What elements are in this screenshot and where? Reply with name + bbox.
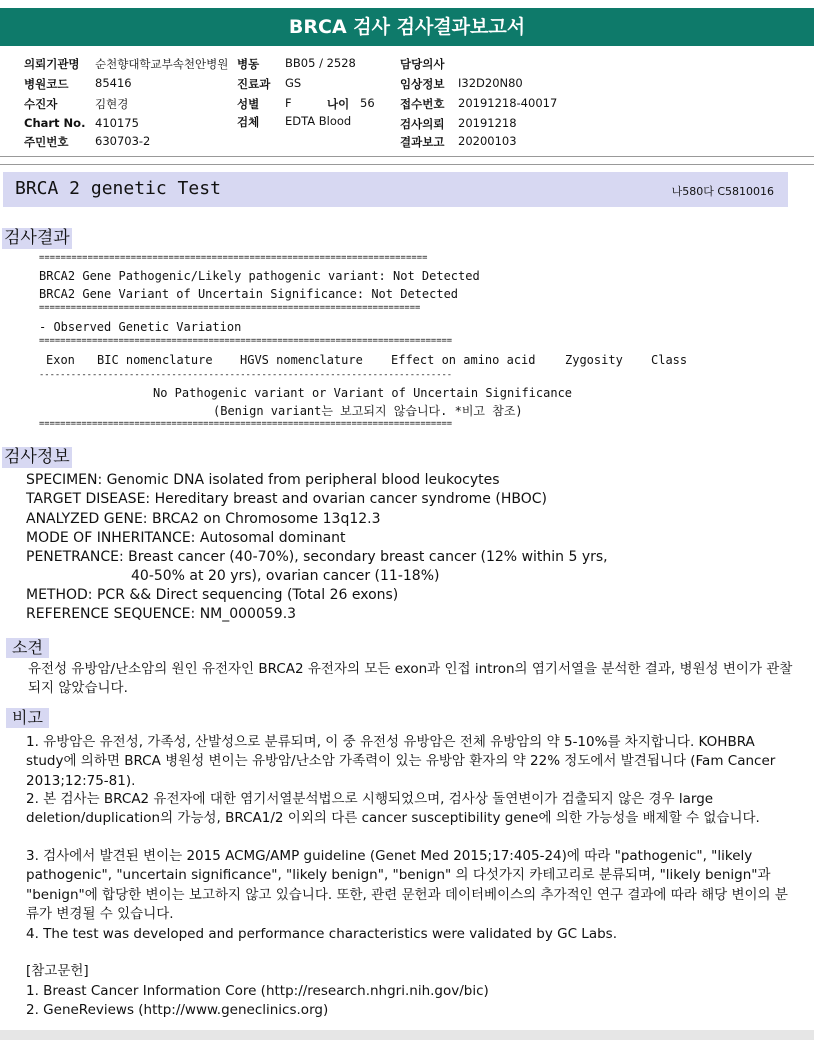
ward-label: 병동 xyxy=(237,57,260,71)
section-heading-info: 검사정보 xyxy=(4,447,70,467)
chart-value: 410175 xyxy=(95,116,139,130)
result-vus-line: BRCA2 Gene Variant of Uncertain Significance: Not Detected xyxy=(39,287,459,301)
age-label: 나이 xyxy=(327,97,350,111)
remark-1: 1. 유방암은 유전성, 가족성, 산발성으로 분류되며, 이 중 유전성 유방암은 전체 유방암의 약 5-10%를 차지합니다. KOHBRA study에 의하면 BRCA 병원성 변이는 유방암/난소암 가족력이 있는 유방암 환자의 약 22% 정도에서 발견됩니다 (Fam Cancer 2013;12:75-81). xyxy=(26,734,776,789)
clinical-label: 임상정보 xyxy=(400,77,445,91)
chart-label: Chart No. xyxy=(24,116,86,130)
info-specimen: SPECIMEN: Genomic DNA isolated from peripheral blood leukocytes xyxy=(26,472,500,488)
report-title: BRCA 검사 검사결과보고서 xyxy=(0,8,814,46)
receipt-label: 접수번호 xyxy=(400,97,445,111)
rrn-label: 주민번호 xyxy=(24,135,69,149)
specimen-value: EDTA Blood xyxy=(285,114,352,128)
result-pathogenic-line: BRCA2 Gene Pathogenic/Likely pathogenic variant: Not Detected xyxy=(39,269,480,283)
remark-2: 2. 본 검사는 BRCA2 유전자에 대한 염기서열분석법으로 시행되었으며, 검사상 돌연변이가 검출되지 않은 경우 large deletion/duplication의 가능성, BRCA1/2 이외의 다른 cancer susceptibility gene에 의한 가능성을 배제할 수 없습니다. xyxy=(26,791,760,827)
remark-4: 4. The test was developed and performance characteristics were validated by GC Labs. xyxy=(26,926,617,942)
patient-label: 수진자 xyxy=(24,97,58,111)
institution-label: 의뢰기관명 xyxy=(24,57,80,71)
sex-value: F xyxy=(285,96,292,110)
info-analyzed-gene: ANALYZED GENE: BRCA2 on Chromosome 13q12.3 xyxy=(26,511,381,527)
test-code: 나580다 C5810016 xyxy=(671,185,774,198)
reference-2: 2. GeneReviews (http://www.geneclinics.org) xyxy=(26,1002,329,1018)
test-title-bar xyxy=(3,172,788,207)
info-method: METHOD: PCR && Direct sequencing (Total 26 exons) xyxy=(26,587,399,603)
separator-line: ============================================================================== xyxy=(39,419,453,429)
remark-3: 3. 검사에서 발견된 변이는 2015 ACMG/AMP guideline (Genet Med 2015;17:405-24)에 따라 "pathogenic", "likely pathogenic", "uncertain significance", "likely benign", "benign" 의 다섯가지 카테고리로 분류되며, "likely benign"과 "benign"에 합당한 변이는 보고하지 않고 있습니다. 또한, 관련 문헌과 데이터베이스의 추가적인 연구 결과에 따라 해당 변이의 분류가 변경될 수 있습니다. xyxy=(26,848,788,922)
divider xyxy=(0,156,814,157)
report-value: 20200103 xyxy=(458,134,517,148)
info-inheritance: MODE OF INHERITANCE: Autosomal dominant xyxy=(26,530,346,546)
patient-value: 김현경 xyxy=(95,97,129,111)
test-title: BRCA 2 genetic Test xyxy=(15,178,221,199)
benign-note-line: (Benign variant는 보고되지 않습니다. *비고 참조) xyxy=(213,404,523,418)
age-value: 56 xyxy=(360,96,375,110)
column-class: Class xyxy=(651,353,688,367)
column-effect: Effect on amino acid xyxy=(391,353,536,367)
opinion-text: 유전성 유방암/난소암의 원인 유전자인 BRCA2 유전자의 모든 exon과 인접 intron의 염기서열을 분석한 결과, 병원성 변이가 관찰되지 않았습니다. xyxy=(28,661,793,697)
column-bic: BIC nomenclature xyxy=(97,353,213,367)
dept-value: GS xyxy=(285,76,302,90)
info-penetrance-cont: 40-50% at 20 yrs), ovarian cancer (11-18%) xyxy=(131,568,440,584)
section-heading-remarks: 비고 xyxy=(6,708,49,728)
section-heading-opinion: 소견 xyxy=(6,638,49,658)
info-reference-sequence: REFERENCE SEQUENCE: NM_000059.3 xyxy=(26,606,297,622)
report-label: 결과보고 xyxy=(400,135,445,149)
dash-line: ------------------------------------------------------------------------------ xyxy=(39,370,453,380)
receipt-value: 20191218-40017 xyxy=(458,96,558,110)
hospcode-label: 병원코드 xyxy=(24,77,69,91)
clinical-value: I32D20N80 xyxy=(458,76,523,90)
ward-value: BB05 / 2528 xyxy=(285,56,356,70)
rrn-value: 630703-2 xyxy=(95,134,151,148)
info-penetrance: PENETRANCE: Breast cancer (40-70%), secondary breast cancer (12% within 5 yrs, xyxy=(26,549,608,565)
column-exon: Exon xyxy=(46,353,75,367)
column-zygosity: Zygosity xyxy=(565,353,623,367)
institution-value: 순천향대학교부속천안병원 xyxy=(95,57,229,71)
section-heading-result: 검사결과 xyxy=(4,228,70,248)
dept-label: 진료과 xyxy=(237,77,271,91)
observed-variation-label: - Observed Genetic Variation xyxy=(39,320,242,334)
column-hgvs: HGVS nomenclature xyxy=(240,353,363,367)
references-heading: [참고문헌] xyxy=(26,963,89,979)
separator-line: ======================================================================== xyxy=(39,253,428,263)
patient-header xyxy=(0,56,814,154)
info-target-disease: TARGET DISEASE: Hereditary breast and ovarian cancer syndrome (HBOC) xyxy=(26,491,547,507)
request-value: 20191218 xyxy=(458,116,517,130)
no-variant-line: No Pathogenic variant or Variant of Uncertain Significance xyxy=(153,386,573,400)
doctor-label: 담당의사 xyxy=(400,57,445,71)
sex-label: 성별 xyxy=(237,97,260,111)
separator-line: ======================================================================== xyxy=(39,303,421,313)
divider xyxy=(0,164,814,165)
bottom-band xyxy=(0,1030,814,1040)
hospcode-value: 85416 xyxy=(95,76,132,90)
request-label: 검사의뢰 xyxy=(400,117,445,131)
reference-1: 1. Breast Cancer Information Core (http://research.nhgri.nih.gov/bic) xyxy=(26,983,489,999)
specimen-label: 검체 xyxy=(237,115,260,129)
separator-line: ============================================================================== xyxy=(39,336,453,346)
